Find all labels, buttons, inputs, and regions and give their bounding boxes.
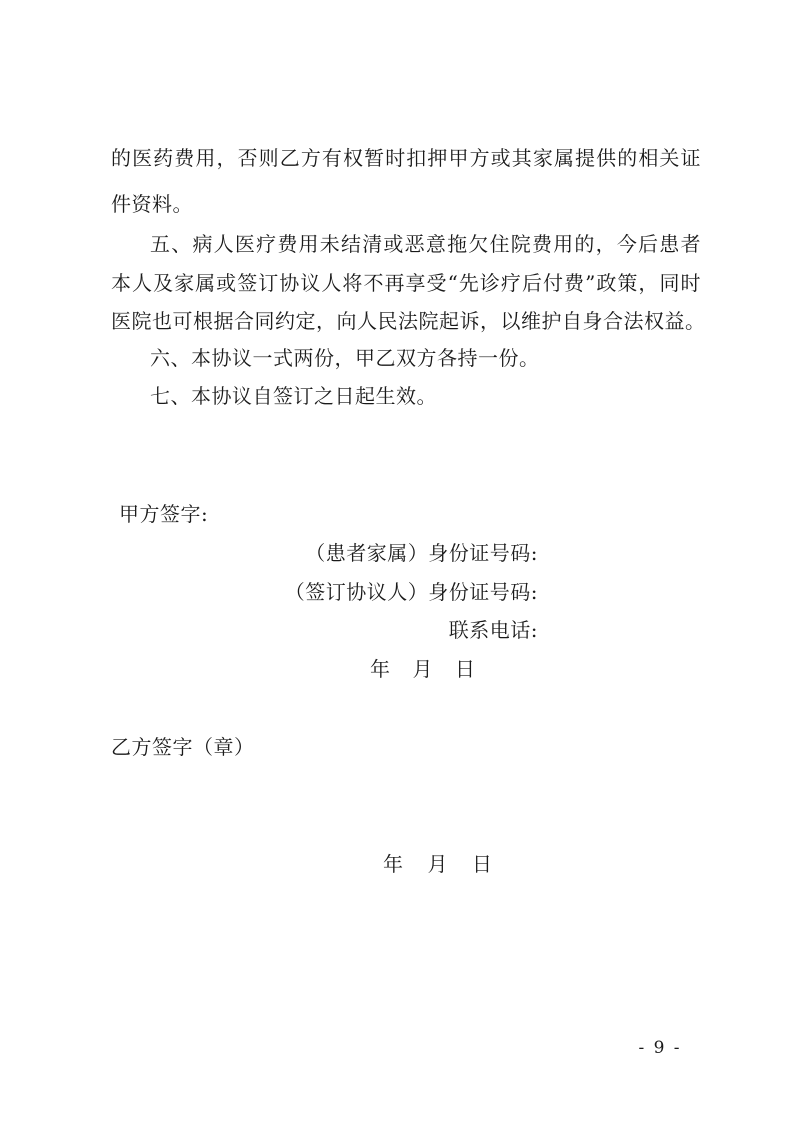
paragraph-4-line-2: 件资料。 (111, 192, 193, 216)
party-a-signer-id-label: （签订协议人）身份证号码: (284, 580, 538, 604)
page-number: - 9 - (638, 1038, 682, 1058)
paragraph-5-line-1: 五、病人医疗费用未结清或恶意拖欠住院费用的，今后患者 (150, 232, 701, 256)
paragraph-5-line-3: 医院也可根据合同约定，向人民法院起诉，以维护自身合法权益。 (111, 309, 706, 333)
party-a-date-month: 月 (412, 657, 433, 681)
paragraph-5-line-2: 本人及家属或签订协议人将不再享受“先诊疗后付费”政策，同时 (111, 271, 701, 295)
party-a-date (370, 657, 476, 681)
paragraph-7: 七、本协议自签订之日起生效。 (150, 384, 437, 408)
party-b-date (383, 852, 493, 876)
party-b-signature-label: 乙方签字（章） (111, 735, 255, 759)
party-a-family-id-label: （患者家属）身份证号码: (305, 541, 538, 565)
party-b-date-day: 日 (472, 852, 493, 876)
party-b-date-month: 月 (427, 852, 448, 876)
party-b-date-year: 年 (383, 852, 404, 876)
party-a-date-day: 日 (455, 657, 476, 681)
party-a-signature-label: 甲方签字: (119, 502, 209, 526)
paragraph-6: 六、本协议一式两份，甲乙双方各持一份。 (150, 346, 540, 370)
party-a-phone-label: 联系电话: (448, 618, 538, 642)
party-a-date-year: 年 (370, 657, 391, 681)
paragraph-4-line-1: 的医药费用，否则乙方有权暂时扣押甲方或其家属提供的相关证 (111, 146, 701, 170)
